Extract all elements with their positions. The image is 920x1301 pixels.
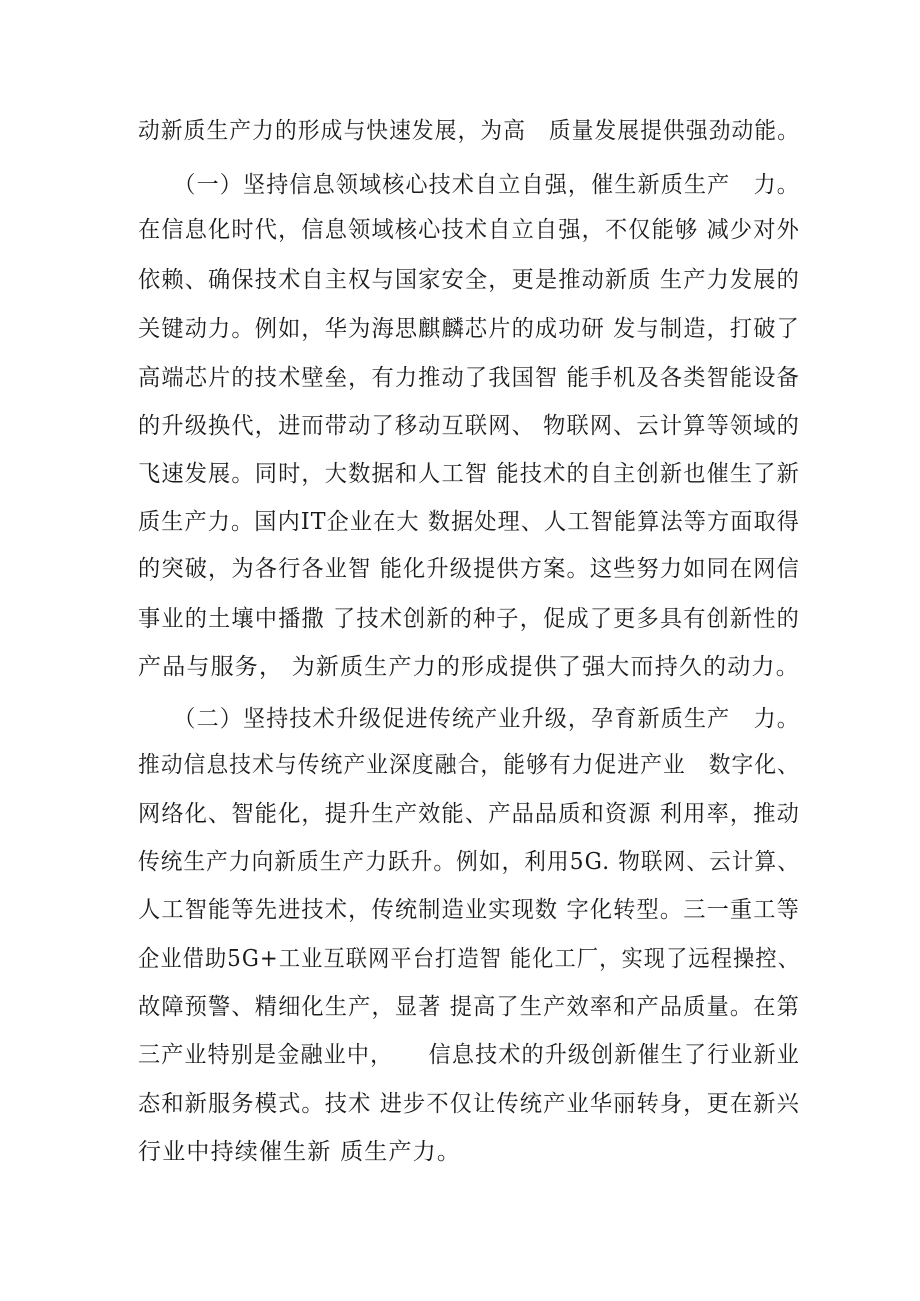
text-line: 故障预警、精细化生产，显著 提高了生产效率和产品质量。在第 [138,994,800,1020]
text-line: 网络化、智能化，提升生产效能、产品品质和资源 利用率，推动 [138,801,800,827]
text-line: 在信息化时代，信息领域核心技术自立自强，不仅能够 减少对外 [138,217,800,243]
text-line: 行业中持续催生新 质生产力。 [138,1139,462,1165]
text-line: 事业的土壤中播撒 了技术创新的种子，促成了更多具有创新性的 [138,606,800,632]
section-heading-1: （一）坚持信息领域核心技术自立自强，催生新质生产 力。 [138,172,801,198]
text-line: 关键动力。例如，华为海思麒麟芯片的成功研 发与制造，打破了 [138,316,800,342]
text-line: 高端芯片的技术壁垒，有力推动了我国智 能手机及各类智能设备 [138,365,800,391]
text-line: 态和新服务模式。技术 进步不仅让传统产业华丽转身，更在新兴 [138,1091,800,1117]
text-line: 传统生产力向新质生产力跃升。例如，利用5G. 物联网、云计算、 [138,849,801,875]
text-line: 的升级换代，进而带动了移动互联网、 物联网、云计算等领域的 [138,413,800,439]
text-line: 企业借助5G+工业互联网平台打造智 能化工厂，实现了远程操控、 [138,946,801,972]
text-line: 推动信息技术与传统产业深度融合，能够有力促进产业 数字化、 [138,752,801,778]
text-line: 质生产力。国内IT企业在大 数据处理、人工智能算法等方面取得 [138,509,801,535]
text-line: 三产业特别是金融业中， 信息技术的升级创新催生了行业新业 [138,1042,801,1068]
text-line: 的突破，为各行各业智 能化升级提供方案。这些努力如同在网信 [138,556,800,582]
text-line: 依赖、确保技术自主权与国家安全，更是推动新质 生产力发展的 [138,267,800,293]
text-line: 产品与服务， 为新质生产力的形成提供了强大而持久的动力。 [138,654,800,680]
section-heading-2: （二）坚持技术升级促进传统产业升级，孕育新质生产 力。 [138,706,801,732]
text-line: 飞速发展。同时，大数据和人工智 能技术的自主创新也催生了新 [138,461,800,487]
text-line: 动新质生产力的形成与快速发展，为高 质量发展提供强劲动能。 [138,118,801,144]
text-line: 人工智能等先进技术，传统制造业实现数 字化转型。三一重工等 [138,897,800,923]
